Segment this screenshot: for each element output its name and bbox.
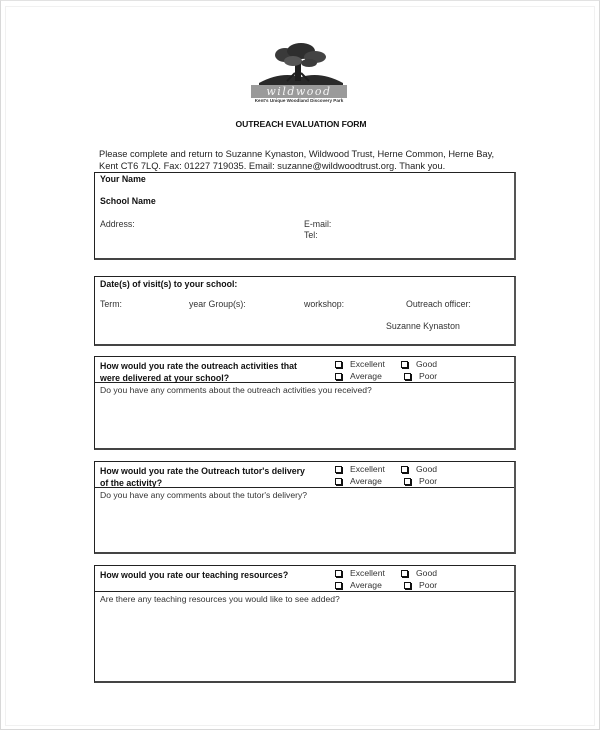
term-field[interactable]: Term: <box>100 299 122 309</box>
checkbox-icon[interactable] <box>404 582 411 589</box>
rating-excellent[interactable]: Excellent <box>335 359 385 369</box>
rating-poor[interactable]: Poor <box>404 476 437 486</box>
checkbox-icon[interactable] <box>335 570 342 577</box>
rating-good[interactable]: Good <box>401 464 437 474</box>
form-title: OUTREACH EVALUATION FORM <box>235 119 367 129</box>
contact-section <box>94 172 516 260</box>
question-block-resources <box>94 565 516 683</box>
comment-area[interactable] <box>95 500 514 552</box>
workshop-field[interactable]: workshop: <box>304 299 345 309</box>
question-header <box>95 566 514 592</box>
tel-field[interactable]: Tel: <box>304 230 318 240</box>
comment-prompt: Do you have any comments about the tutor's delivery? <box>100 490 308 500</box>
address-field[interactable]: Address: <box>100 219 135 229</box>
visit-dates-heading: Date(s) of visit(s) to your school: <box>100 279 238 289</box>
rating-excellent[interactable]: Excellent <box>335 568 385 578</box>
checkbox-icon[interactable] <box>401 570 408 577</box>
your-name-field[interactable]: Your Name <box>100 174 146 184</box>
question-block-tutor <box>94 461 516 554</box>
question-block-activities <box>94 356 516 450</box>
checkbox-icon[interactable] <box>401 361 408 368</box>
checkbox-icon[interactable] <box>401 466 408 473</box>
rating-poor[interactable]: Poor <box>404 371 437 381</box>
checkbox-icon[interactable] <box>404 373 411 380</box>
outreach-officer-name: Suzanne Kynaston <box>386 321 460 331</box>
rating-good[interactable]: Good <box>401 568 437 578</box>
checkbox-icon[interactable] <box>335 466 342 473</box>
intro-text <box>99 148 519 172</box>
school-name-field[interactable]: School Name <box>100 196 156 206</box>
rating-excellent[interactable]: Excellent <box>335 464 385 474</box>
visit-section <box>94 276 516 346</box>
logo-wordmark: wildwood <box>251 85 347 98</box>
rating-average[interactable]: Average <box>335 476 382 486</box>
outreach-officer-label: Outreach officer: <box>406 299 471 309</box>
tree-icon <box>251 43 347 87</box>
question-header <box>95 357 514 383</box>
comment-area[interactable] <box>95 604 514 681</box>
year-groups-field[interactable]: year Group(s): <box>189 299 246 309</box>
checkbox-icon[interactable] <box>404 478 411 485</box>
checkbox-icon[interactable] <box>335 582 342 589</box>
rating-average[interactable]: Average <box>335 580 382 590</box>
question-text: How would you rate our teaching resources? <box>100 570 289 580</box>
comment-prompt: Do you have any comments about the outreach activities you received? <box>100 385 372 395</box>
question-text: How would you rate the outreach activities that were delivered at your school? <box>100 361 297 383</box>
intro-line-2: Kent CT6 7LQ. Fax: 01227 719035. Email: suzanne@wildwoodtrust.org. Thank you. <box>99 161 446 171</box>
rating-poor[interactable]: Poor <box>404 580 437 590</box>
logo-tagline: Kent's Unique Woodland Discovery Park <box>254 98 344 103</box>
checkbox-icon[interactable] <box>335 361 342 368</box>
comment-area[interactable] <box>95 395 514 448</box>
question-header <box>95 462 514 488</box>
rating-good[interactable]: Good <box>401 359 437 369</box>
checkbox-icon[interactable] <box>335 373 342 380</box>
comment-prompt: Are there any teaching resources you would like to see added? <box>100 594 340 604</box>
intro-line-1: Please complete and return to Suzanne Kynaston, Wildwood Trust, Herne Common, Herne Bay, <box>99 149 495 159</box>
rating-average[interactable]: Average <box>335 371 382 381</box>
checkbox-icon[interactable] <box>335 478 342 485</box>
wildwood-logo <box>251 43 349 105</box>
email-field[interactable]: E-mail: <box>304 219 332 229</box>
question-text: How would you rate the Outreach tutor's delivery of the activity? <box>100 466 305 488</box>
